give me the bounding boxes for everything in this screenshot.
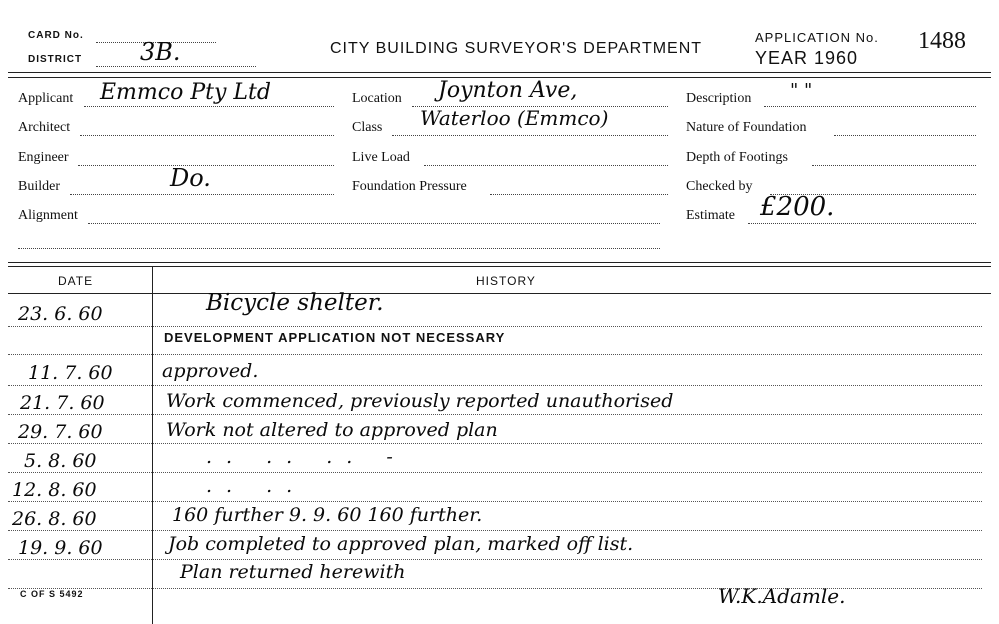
history-text: Work not altered to approved plan xyxy=(166,419,498,441)
checked-by-label: Checked by xyxy=(686,179,753,194)
header-rule-top xyxy=(8,72,991,73)
applicant-label: Applicant xyxy=(18,91,74,106)
depth-footings-line xyxy=(812,165,976,166)
department-title: CITY BUILDING SURVEYOR'S DEPARTMENT xyxy=(330,40,703,57)
history-text: Work commenced, previously reported unauthorised xyxy=(166,390,674,412)
history-extra-line: Plan returned herewith xyxy=(180,561,406,583)
history-text: .. .. xyxy=(206,475,307,497)
location-value: Joynton Ave, xyxy=(438,78,578,103)
history-rule-top xyxy=(8,262,991,263)
foundation-pressure-line xyxy=(490,194,668,195)
history-text: .. .. .. - xyxy=(206,446,407,468)
depth-footings-label: Depth of Footings xyxy=(686,150,788,165)
alignment-line xyxy=(88,223,660,224)
builder-label: Builder xyxy=(18,179,60,194)
nature-foundation-label: Nature of Foundation xyxy=(686,120,807,135)
history-text: Job completed to approved plan, marked off list. xyxy=(168,533,634,555)
row-line xyxy=(8,414,982,415)
card-no-label: CARD No. xyxy=(28,30,84,41)
row-line xyxy=(8,472,982,473)
estimate-value: £200. xyxy=(760,192,835,222)
builder-line xyxy=(70,194,334,195)
row-line xyxy=(8,354,982,355)
district-label: DISTRICT xyxy=(28,54,83,65)
district-value: 3B. xyxy=(140,38,181,66)
row-line xyxy=(8,530,982,531)
row-line xyxy=(8,559,982,560)
development-stamp: DEVELOPMENT APPLICATION NOT NECESSARY xyxy=(164,330,506,345)
signature: W.K.Adamle. xyxy=(718,584,846,608)
history-text: approved. xyxy=(162,360,259,382)
foundation-pressure-label: Foundation Pressure xyxy=(352,179,467,194)
form-code: C OF S 5492 xyxy=(20,589,84,599)
architect-label: Architect xyxy=(18,120,71,135)
location-label: Location xyxy=(352,91,402,106)
row-line xyxy=(8,501,982,502)
class-label: Class xyxy=(352,120,383,135)
estimate-label: Estimate xyxy=(686,208,735,223)
description-value: " " xyxy=(790,80,813,101)
district-line xyxy=(96,66,256,67)
history-header-rule xyxy=(8,293,991,294)
row-line xyxy=(8,326,982,327)
history-text: Bicycle shelter. xyxy=(206,290,384,316)
nature-foundation-line xyxy=(834,135,976,136)
applicant-line xyxy=(84,106,334,107)
alignment-label: Alignment xyxy=(18,208,78,223)
architect-line xyxy=(80,135,334,136)
date-header: DATE xyxy=(58,274,94,288)
history-date: 21. 7. 60 xyxy=(20,392,105,414)
history-date: 5. 8. 60 xyxy=(24,450,97,472)
class-value: Waterloo (Emmco) xyxy=(420,106,609,130)
applicant-value: Emmco Pty Ltd xyxy=(100,80,271,105)
blank-line-1 xyxy=(18,248,660,249)
history-rule-top2 xyxy=(8,266,991,267)
class-line xyxy=(392,135,668,136)
history-date: 19. 9. 60 xyxy=(18,537,103,559)
history-header: HISTORY xyxy=(476,274,536,288)
history-date: 11. 7. 60 xyxy=(28,362,113,384)
live-load-line xyxy=(424,165,668,166)
history-date: 23. 6. 60 xyxy=(18,303,103,325)
application-label: APPLICATION No. xyxy=(755,30,879,45)
row-line xyxy=(8,443,982,444)
row-line xyxy=(8,385,982,386)
description-label: Description xyxy=(686,91,752,106)
application-number: 1488 xyxy=(918,28,966,54)
builder-value: Do. xyxy=(170,164,211,192)
estimate-line xyxy=(748,223,976,224)
year-label: YEAR 1960 xyxy=(755,48,859,68)
engineer-label: Engineer xyxy=(18,150,69,165)
history-date: 12. 8. 60 xyxy=(12,479,97,501)
history-text: 160 further 9. 9. 60 160 further. xyxy=(172,504,483,526)
date-column-divider xyxy=(152,266,153,624)
history-date: 29. 7. 60 xyxy=(18,421,103,443)
description-line xyxy=(764,106,976,107)
history-date: 26. 8. 60 xyxy=(12,508,97,530)
live-load-label: Live Load xyxy=(352,150,410,165)
